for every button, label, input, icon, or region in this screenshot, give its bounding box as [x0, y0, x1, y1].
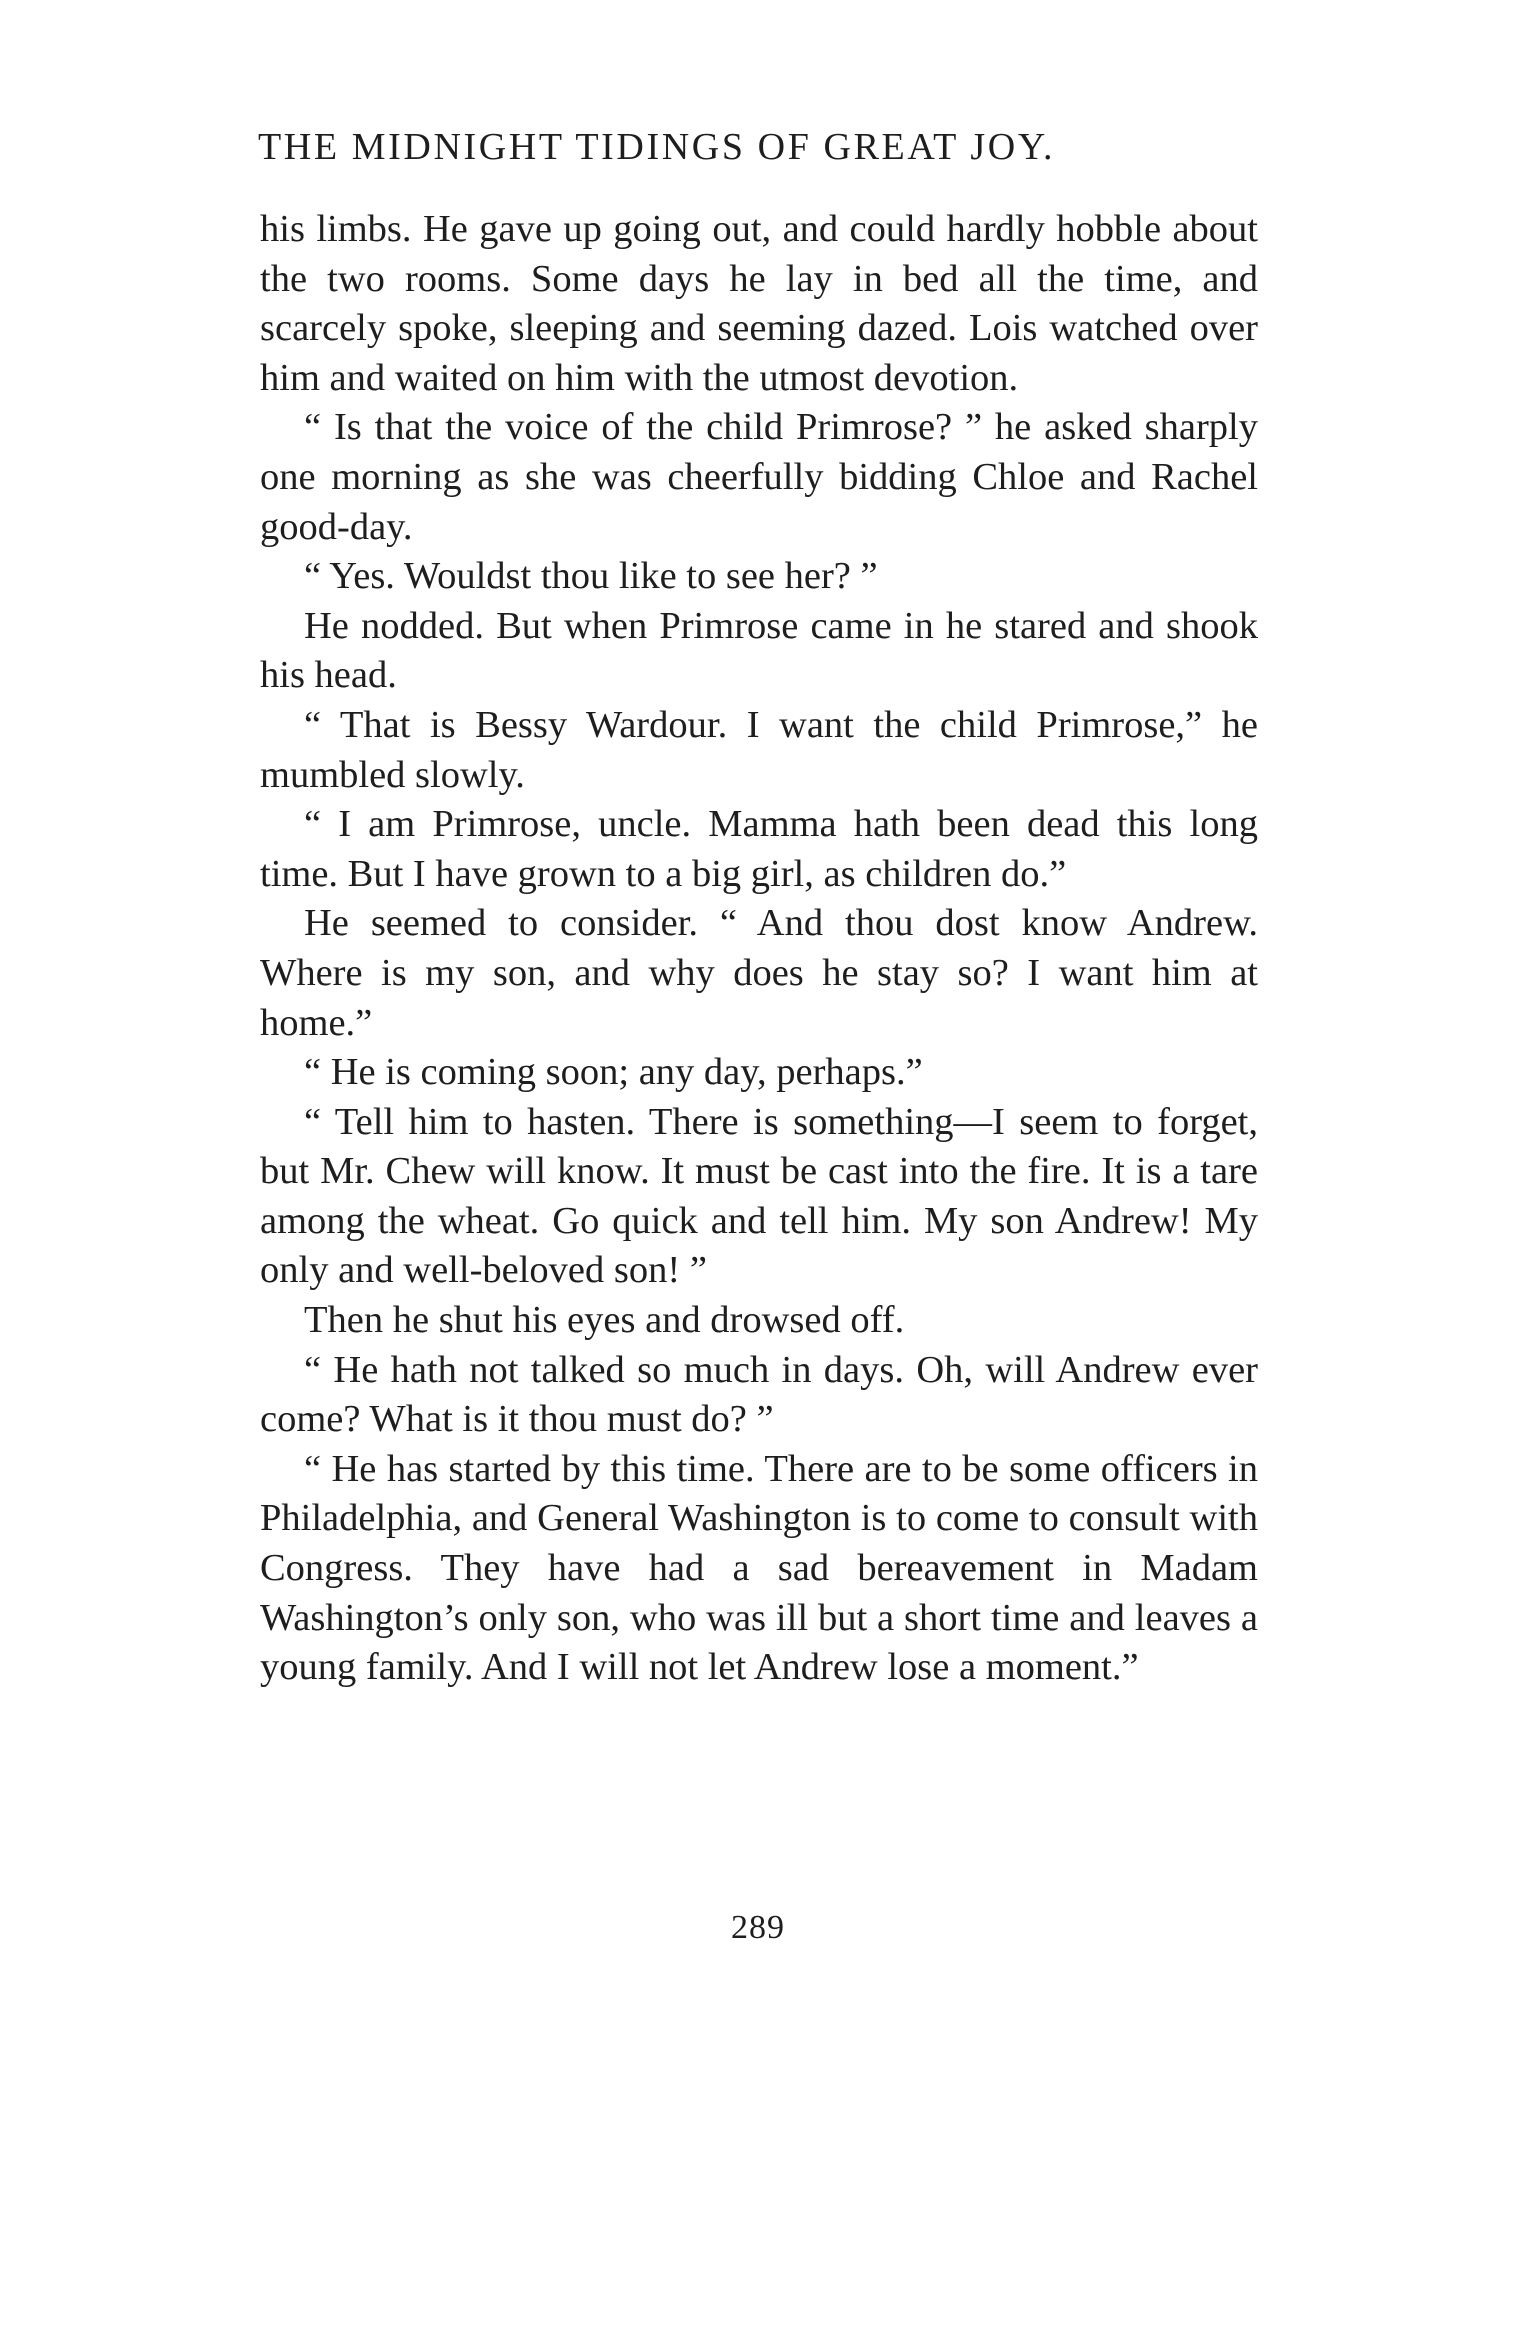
- paragraph: “ He hath not talked so much in days. Oh, will Andrew ever come? What is it thou must do? ”: [260, 1348, 1258, 1441]
- paragraph: He seemed to consider. “ And thou dost know Andrew. Where is my son, and why does he stay so? I want him at home.”: [260, 902, 1258, 1044]
- paragraph: “ That is Bessy Wardour. I want the child Primrose,” he mumbled slowly.: [260, 703, 1258, 796]
- page-number: 289: [731, 1909, 785, 1946]
- paragraph: “ Is that the voice of the child Primrose? ” he asked sharply one morning as she was cheerfully bidding Chloe and Rachel good-day.: [260, 406, 1258, 548]
- paragraph: “ Tell him to hasten. There is something—I seem to forget, but Mr. Chew will know. It must be cast into the fire. It is a tare among the wheat. Go quick and tell him. My son Andrew! My only and well-beloved son! ”: [260, 1100, 1258, 1292]
- paragraph: “ Yes. Wouldst thou like to see her? ”: [304, 555, 878, 598]
- paragraph: He nodded. But when Primrose came in he stared and shook his head.: [260, 604, 1258, 697]
- paragraph: “ He is coming soon; any day, perhaps.”: [304, 1051, 923, 1094]
- paragraph: “ I am Primrose, uncle. Mamma hath been dead this long time. But I have grown to a big girl, as children do.”: [260, 803, 1258, 895]
- paragraph: “ He has started by this time. There are to be some officers in Philadelphia, and General Washington is to come to consult with Congress. They have had a sad bereavement in Madam Washington’s only son, who was ill but a short time and leaves a young family. And I will not let Andrew lose a moment.”: [260, 1447, 1258, 1689]
- paragraph: Then he shut his eyes and drowsed off.: [304, 1299, 905, 1342]
- body-text: [260, 205, 1258, 1693]
- paragraph: his limbs. He gave up going out, and could hardly hobble about the two rooms. Some days he lay in bed all the time, and scarcely spoke, sleeping and seeming dazed. Lois watched over him and waited on him with the utmost devotion.: [260, 208, 1258, 399]
- running-head: THE MIDNIGHT TIDINGS OF GREAT JOY.: [258, 126, 1056, 168]
